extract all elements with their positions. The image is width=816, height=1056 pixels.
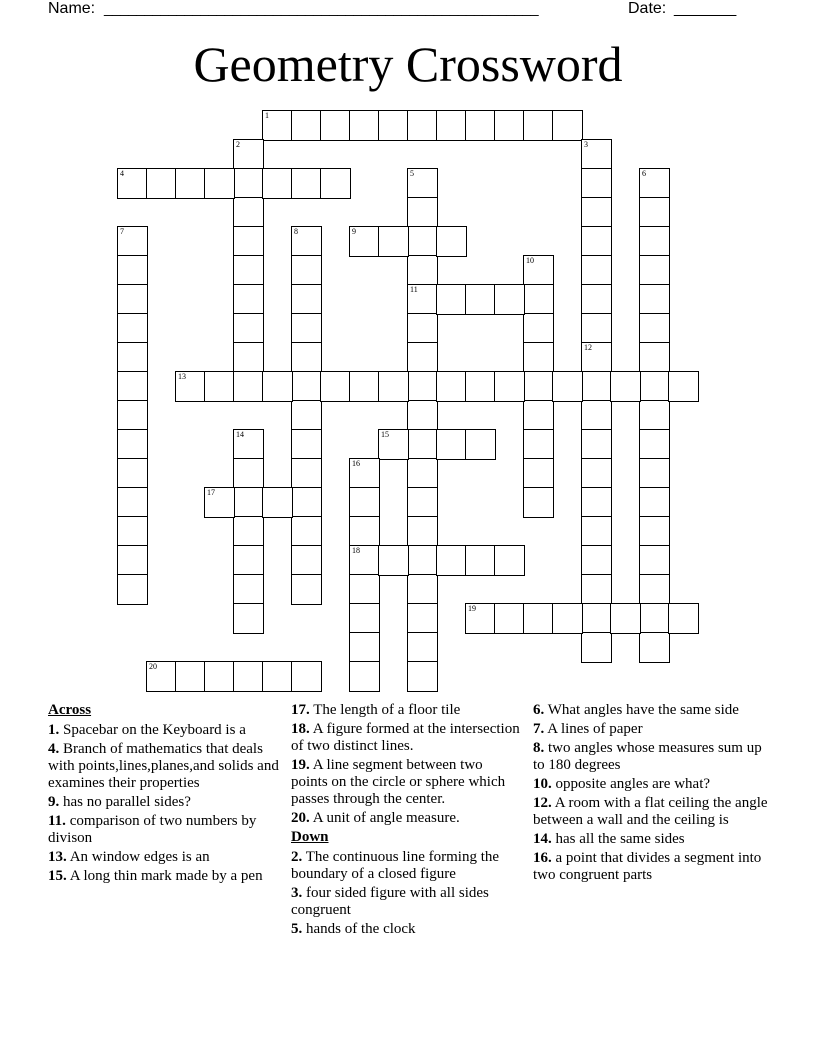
grid-cell[interactable] xyxy=(494,603,525,634)
grid-cell[interactable] xyxy=(262,487,293,518)
grid-cell[interactable] xyxy=(349,226,380,257)
grid-cell[interactable] xyxy=(523,458,554,489)
grid-cell[interactable] xyxy=(117,400,148,431)
cell-number: 4 xyxy=(120,169,124,178)
grid-cell[interactable] xyxy=(407,110,438,141)
grid-cell[interactable] xyxy=(349,545,380,576)
grid-cell[interactable] xyxy=(465,284,496,315)
clue-across-11: 11. comparison of two numbers by divison xyxy=(48,813,257,846)
grid-cell[interactable] xyxy=(494,284,525,315)
grid-cell[interactable] xyxy=(233,313,264,344)
grid-cell[interactable] xyxy=(291,458,322,489)
grid-cell[interactable] xyxy=(146,661,177,692)
grid-cell[interactable] xyxy=(639,400,670,431)
grid-cell[interactable] xyxy=(407,574,438,605)
grid-cell[interactable] xyxy=(581,284,612,315)
grid-cell[interactable] xyxy=(233,342,264,373)
grid-cell[interactable] xyxy=(494,545,525,576)
grid-cell[interactable] xyxy=(523,487,554,518)
clues-column-1 xyxy=(48,702,280,887)
grid-cell[interactable] xyxy=(320,371,351,402)
grid-cell[interactable] xyxy=(117,574,148,605)
grid-cell[interactable] xyxy=(552,603,583,634)
grid-cell[interactable] xyxy=(581,603,612,634)
grid-cell[interactable] xyxy=(291,429,322,460)
grid-cell[interactable] xyxy=(291,313,322,344)
grid-cell[interactable] xyxy=(581,632,612,663)
grid-cell[interactable] xyxy=(581,342,612,373)
grid-cell[interactable] xyxy=(668,371,699,402)
grid-cell[interactable] xyxy=(436,545,467,576)
grid-cell[interactable] xyxy=(204,371,235,402)
clue-across-20: 20. A unit of angle measure. xyxy=(291,810,460,826)
grid-cell[interactable] xyxy=(349,516,380,547)
grid-cell[interactable] xyxy=(204,661,235,692)
grid-cell[interactable] xyxy=(639,371,670,402)
grid-cell[interactable] xyxy=(407,255,438,286)
grid-cell[interactable] xyxy=(233,284,264,315)
grid-cell[interactable] xyxy=(581,197,612,228)
grid-cell[interactable] xyxy=(465,371,496,402)
grid-cell[interactable] xyxy=(436,429,467,460)
cell-number: 14 xyxy=(236,430,244,439)
grid-cell[interactable] xyxy=(291,284,322,315)
clue-across-19: 19. A line segment between two points on the circle or sphere which passes through the center. xyxy=(291,757,506,807)
grid-cell[interactable] xyxy=(233,603,264,634)
grid-cell[interactable] xyxy=(233,226,264,257)
cell-number: 12 xyxy=(584,343,592,352)
grid-cell[interactable] xyxy=(233,487,264,518)
grid-cell[interactable] xyxy=(639,168,670,199)
grid-cell[interactable] xyxy=(378,429,409,460)
grid-cell[interactable] xyxy=(494,371,525,402)
grid-cell[interactable] xyxy=(581,226,612,257)
grid-cell[interactable] xyxy=(639,574,670,605)
grid-cell[interactable] xyxy=(204,487,235,518)
grid-cell[interactable] xyxy=(581,429,612,460)
grid-cell[interactable] xyxy=(639,313,670,344)
clue-across-4: 4. Branch of mathematics that deals with points,lines,planes,and solids and examines their properties xyxy=(48,741,279,791)
clue-down-3: 3. four sided figure with all sides congruent xyxy=(291,885,489,918)
grid-cell[interactable] xyxy=(407,342,438,373)
grid-cell[interactable] xyxy=(378,110,409,141)
grid-cell[interactable] xyxy=(117,342,148,373)
grid-cell[interactable] xyxy=(291,545,322,576)
grid-cell[interactable] xyxy=(407,487,438,518)
grid-cell[interactable] xyxy=(233,516,264,547)
grid-cell[interactable] xyxy=(581,516,612,547)
grid-cell[interactable] xyxy=(407,400,438,431)
cell-number: 8 xyxy=(294,227,298,236)
grid-cell[interactable] xyxy=(581,255,612,286)
grid-cell[interactable] xyxy=(552,371,583,402)
cell-number: 6 xyxy=(642,169,646,178)
cell-number: 10 xyxy=(526,256,534,265)
grid-cell[interactable] xyxy=(581,458,612,489)
grid-cell[interactable] xyxy=(552,110,583,141)
clue-across-15: 15. A long thin mark made by a pen xyxy=(48,868,263,884)
cell-number: 19 xyxy=(468,604,476,613)
grid-cell[interactable] xyxy=(523,110,554,141)
grid-cell[interactable] xyxy=(349,458,380,489)
grid-cell[interactable] xyxy=(262,661,293,692)
grid-cell[interactable] xyxy=(233,139,264,170)
page-title: Geometry Crossword xyxy=(193,36,623,92)
clue-across-13: 13. An window edges is an xyxy=(48,849,210,865)
grid-cell[interactable] xyxy=(465,603,496,634)
grid-cell[interactable] xyxy=(639,516,670,547)
grid-cell[interactable] xyxy=(523,603,554,634)
clue-across-1: 1. Spacebar on the Keyboard is a xyxy=(48,722,246,738)
grid-cell[interactable] xyxy=(320,168,351,199)
grid-cell[interactable] xyxy=(407,458,438,489)
grid-cell[interactable] xyxy=(175,371,206,402)
clue-across-17: 17. The length of a floor tile xyxy=(291,702,461,718)
grid-cell[interactable] xyxy=(639,545,670,576)
date-label: Date: xyxy=(628,0,667,17)
grid-cell[interactable] xyxy=(639,458,670,489)
grid-cell[interactable] xyxy=(639,284,670,315)
grid-cell[interactable] xyxy=(639,603,670,634)
clues-column-3 xyxy=(533,702,769,886)
grid-cell[interactable] xyxy=(378,371,409,402)
grid-cell[interactable] xyxy=(233,255,264,286)
grid-cell[interactable] xyxy=(523,400,554,431)
grid-cell[interactable] xyxy=(407,603,438,634)
cell-number: 11 xyxy=(410,285,418,294)
grid-cell[interactable] xyxy=(378,545,409,576)
grid-cell[interactable] xyxy=(233,574,264,605)
grid-cell[interactable] xyxy=(349,632,380,663)
clue-down-7: 7. A lines of paper xyxy=(533,721,643,737)
grid-cell[interactable] xyxy=(639,226,670,257)
grid-cell[interactable] xyxy=(407,429,438,460)
grid-cell[interactable] xyxy=(117,226,148,257)
clue-down-14: 14. has all the same sides xyxy=(533,831,685,847)
cell-number: 17 xyxy=(207,488,215,497)
grid-cell[interactable] xyxy=(465,545,496,576)
grid-cell[interactable] xyxy=(291,110,322,141)
grid-cell[interactable] xyxy=(639,342,670,373)
grid-cell[interactable] xyxy=(436,110,467,141)
grid-cell[interactable] xyxy=(349,110,380,141)
grid-cell[interactable] xyxy=(349,487,380,518)
name-label: Name: xyxy=(48,0,96,17)
grid-cell[interactable] xyxy=(117,516,148,547)
clue-across-9: 9. has no parallel sides? xyxy=(48,794,191,810)
down-heading: Down xyxy=(291,829,329,845)
grid-cell[interactable] xyxy=(407,197,438,228)
cell-number: 20 xyxy=(149,662,157,671)
clue-down-2: 2. The continuous line forming the boundary of a closed figure xyxy=(291,849,500,882)
grid-cell[interactable] xyxy=(117,371,148,402)
grid-cell[interactable] xyxy=(117,284,148,315)
grid-cell[interactable] xyxy=(233,197,264,228)
grid-cell[interactable] xyxy=(465,110,496,141)
clue-down-16: 16. a point that divides a segment into two congruent parts xyxy=(533,850,762,883)
grid-cell[interactable] xyxy=(668,603,699,634)
grid-cell[interactable] xyxy=(262,168,293,199)
grid-cell[interactable] xyxy=(639,197,670,228)
grid-cell[interactable] xyxy=(581,400,612,431)
clue-down-8: 8. two angles whose measures sum up to 180 degrees xyxy=(533,740,762,773)
grid-cell[interactable] xyxy=(639,429,670,460)
cell-number: 13 xyxy=(178,372,186,381)
grid-cell[interactable] xyxy=(291,226,322,257)
grid-cell[interactable] xyxy=(581,574,612,605)
grid-cell[interactable] xyxy=(291,342,322,373)
cell-number: 18 xyxy=(352,546,360,555)
grid-cell[interactable] xyxy=(465,429,496,460)
cell-number: 7 xyxy=(120,227,124,236)
grid-cell[interactable] xyxy=(291,168,322,199)
grid-cell[interactable] xyxy=(349,371,380,402)
clue-down-10: 10. opposite angles are what? xyxy=(533,776,711,792)
cell-number: 9 xyxy=(352,227,356,236)
grid-cell[interactable] xyxy=(407,661,438,692)
grid-cell[interactable] xyxy=(233,545,264,576)
grid-cell[interactable] xyxy=(233,371,264,402)
grid-cell[interactable] xyxy=(407,516,438,547)
grid-cell[interactable] xyxy=(204,168,235,199)
name-field[interactable]: ______________________________________________________ xyxy=(104,0,539,17)
grid-cell[interactable] xyxy=(262,110,293,141)
cell-number: 3 xyxy=(584,140,588,149)
grid-cell[interactable] xyxy=(233,168,264,199)
grid-cell[interactable] xyxy=(117,487,148,518)
grid-cell[interactable] xyxy=(523,255,554,286)
grid-cell[interactable] xyxy=(291,516,322,547)
grid-cell[interactable] xyxy=(175,661,206,692)
grid-cell[interactable] xyxy=(639,487,670,518)
across-heading: Across xyxy=(48,702,92,718)
grid-cell[interactable] xyxy=(581,313,612,344)
clue-down-6: 6. What angles have the same side xyxy=(533,702,739,718)
grid-cell[interactable] xyxy=(291,371,322,402)
clue-down-12: 12. A room with a flat ceiling the angle between a wall and the ceiling is xyxy=(533,795,768,828)
grid-cell[interactable] xyxy=(610,371,641,402)
grid-cell[interactable] xyxy=(407,313,438,344)
clue-down-5: 5. hands of the clock xyxy=(291,921,416,937)
grid-cell[interactable] xyxy=(407,371,438,402)
grid-cell[interactable] xyxy=(581,168,612,199)
grid-cell[interactable] xyxy=(349,603,380,634)
grid-cell[interactable] xyxy=(436,226,467,257)
grid-cell[interactable] xyxy=(523,342,554,373)
grid-cell[interactable] xyxy=(262,371,293,402)
grid-cell[interactable] xyxy=(291,661,322,692)
grid-cell[interactable] xyxy=(291,255,322,286)
grid-cell[interactable] xyxy=(233,429,264,460)
grid-cell[interactable] xyxy=(407,168,438,199)
grid-cell[interactable] xyxy=(378,226,409,257)
clue-across-18: 18. A figure formed at the intersection of two distinct lines. xyxy=(291,721,520,754)
grid-cell[interactable] xyxy=(146,168,177,199)
grid-cell[interactable] xyxy=(233,458,264,489)
grid-cell[interactable] xyxy=(523,429,554,460)
grid-cell[interactable] xyxy=(407,226,438,257)
grid-cell[interactable] xyxy=(117,313,148,344)
cell-number: 2 xyxy=(236,140,240,149)
grid-cell[interactable] xyxy=(233,661,264,692)
grid-cell[interactable] xyxy=(581,371,612,402)
grid-cell[interactable] xyxy=(117,545,148,576)
grid-cell[interactable] xyxy=(494,110,525,141)
grid-cell[interactable] xyxy=(117,429,148,460)
grid-cell[interactable] xyxy=(320,110,351,141)
grid-cell[interactable] xyxy=(407,632,438,663)
grid-cell[interactable] xyxy=(639,632,670,663)
grid-cell[interactable] xyxy=(291,487,322,518)
grid-cell[interactable] xyxy=(581,545,612,576)
cell-number: 15 xyxy=(381,430,389,439)
grid-cell[interactable] xyxy=(610,603,641,634)
grid-cell[interactable] xyxy=(523,284,554,315)
cell-number: 16 xyxy=(352,459,360,468)
grid-cell[interactable] xyxy=(349,661,380,692)
grid-cell[interactable] xyxy=(117,255,148,286)
clues-column-2 xyxy=(291,702,523,940)
grid-cell[interactable] xyxy=(523,371,554,402)
grid-cell[interactable] xyxy=(117,168,148,199)
grid-cell[interactable] xyxy=(523,313,554,344)
grid-cell[interactable] xyxy=(407,545,438,576)
grid-cell[interactable] xyxy=(407,284,438,315)
grid-cell[interactable] xyxy=(291,400,322,431)
cell-number: 5 xyxy=(410,169,414,178)
grid-cell[interactable] xyxy=(581,139,612,170)
date-field[interactable]: _______ xyxy=(674,0,737,17)
grid-cell[interactable] xyxy=(175,168,206,199)
cell-number: 1 xyxy=(265,111,269,120)
grid-cell[interactable] xyxy=(349,574,380,605)
grid-cell[interactable] xyxy=(436,371,467,402)
grid-cell[interactable] xyxy=(581,487,612,518)
grid-cell[interactable] xyxy=(291,574,322,605)
grid-cell[interactable] xyxy=(436,284,467,315)
grid-cell[interactable] xyxy=(639,255,670,286)
grid-cell[interactable] xyxy=(117,458,148,489)
